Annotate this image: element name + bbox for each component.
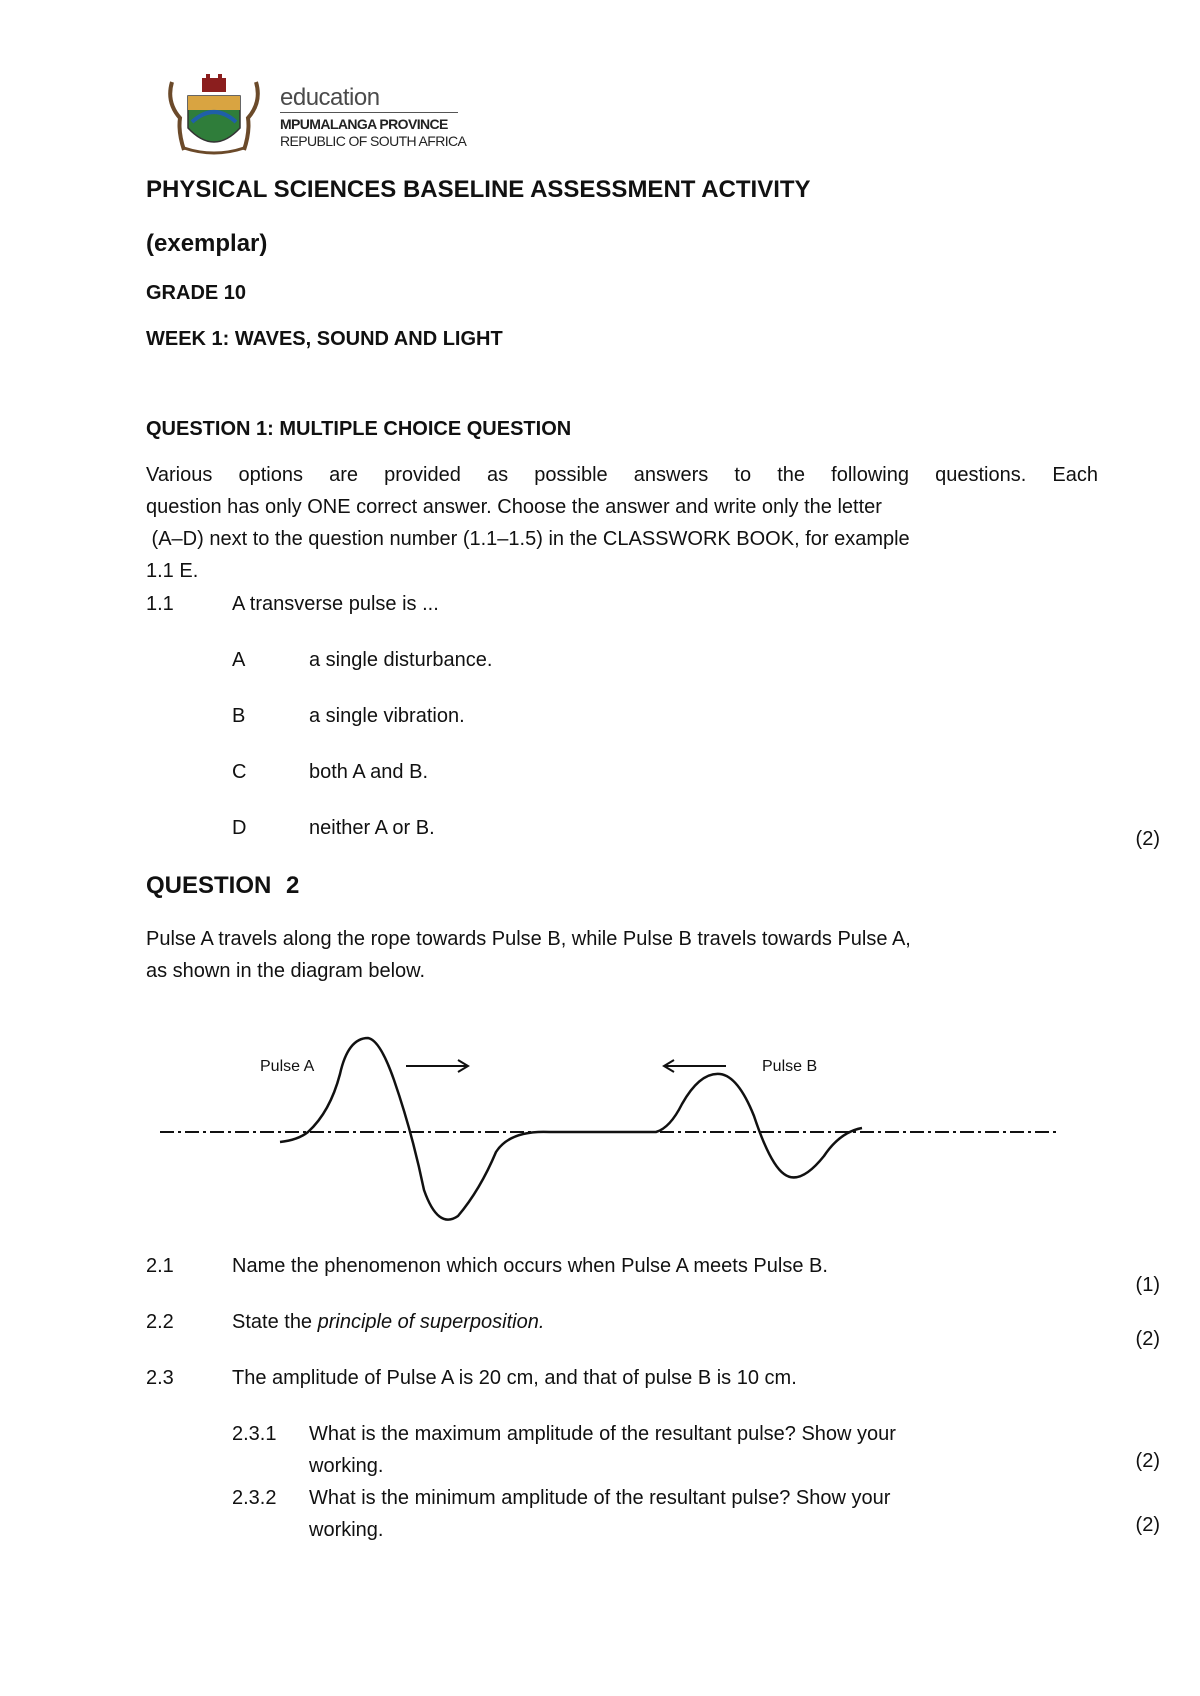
q2-item-text-plain: State the [232, 1311, 318, 1333]
q2-subitem-line-1: What is the maximum amplitude of the resultant pulse? Show your [309, 1423, 896, 1445]
q2-subitem-line-2: working. [309, 1455, 384, 1477]
question-1-heading: QUESTION 1: MULTIPLE CHOICE QUESTION [146, 418, 572, 440]
option-text: both A and B. [309, 761, 428, 783]
education-logo [158, 72, 478, 156]
q1-marks: (2) [1135, 828, 1160, 850]
q2-item-text-italic: principle of superposition. [317, 1311, 545, 1333]
q1-instructions-line-4: 1.1 E. [146, 560, 199, 582]
right-arrow-icon [406, 1060, 468, 1072]
q1-instructions-line-3: (A–D) next to the question number (1.1–1.5) in the CLASSWORK BOOK, for example [146, 528, 910, 550]
q1-instructions-line-2: question has only ONE correct answer. Choose the answer and write only the letter [146, 496, 882, 518]
q1-item-number: 1.1 [146, 593, 174, 615]
pulse-a-label: Pulse A [260, 1058, 315, 1075]
q1-instructions-line-1: Various options are provided as possible answers to the following questions. Each [146, 464, 1098, 486]
q2-subitem-number: 2.3.2 [232, 1487, 277, 1509]
q2-item-text: Name the phenomenon which occurs when Pulse A meets Pulse B. [232, 1255, 828, 1277]
q2-subitem-marks: (2) [1135, 1514, 1160, 1536]
q2-intro-line-1: Pulse A travels along the rope towards Pulse B, while Pulse B travels towards Pulse A, [146, 928, 911, 950]
q1-item-text: A transverse pulse is ... [232, 593, 439, 615]
q2-item-marks: (1) [1135, 1274, 1160, 1296]
q2-item-text [232, 1306, 544, 1338]
option-letter: D [232, 817, 247, 839]
logo-republic: REPUBLIC OF SOUTH AFRICA [280, 133, 467, 149]
grade-label: GRADE 10 [146, 282, 247, 304]
option-text: a single disturbance. [309, 649, 493, 671]
q2-item-number: 2.2 [146, 1311, 174, 1333]
option-letter: A [232, 649, 246, 671]
week-label: WEEK 1: WAVES, SOUND AND LIGHT [146, 328, 503, 350]
q2-subitem-line-2: working. [309, 1519, 384, 1541]
left-arrow-icon [664, 1060, 726, 1072]
q2-item-number: 2.1 [146, 1255, 174, 1277]
logo-word: education [280, 84, 380, 111]
question-2-heading-word: QUESTION [146, 872, 272, 899]
question-2-heading-number: 2 [286, 872, 300, 899]
option-letter: B [232, 705, 246, 727]
q2-item-number: 2.3 [146, 1367, 174, 1389]
q2-subitem-marks: (2) [1135, 1450, 1160, 1472]
option-text: neither A or B. [309, 817, 435, 839]
q2-subitem-line-1: What is the minimum amplitude of the resultant pulse? Show your [309, 1487, 891, 1509]
logo-rule [280, 112, 458, 113]
pulse-diagram [160, 1020, 1060, 1240]
q2-intro-line-2: as shown in the diagram below. [146, 960, 426, 982]
coat-of-arms-icon [158, 72, 270, 156]
option-text: a single vibration. [309, 705, 465, 727]
q2-item-marks: (2) [1135, 1328, 1160, 1350]
logo-province: MPUMALANGA PROVINCE [280, 116, 448, 132]
pulse-b-wave [600, 1074, 862, 1178]
question-2-heading [146, 872, 299, 900]
pulse-b-label: Pulse B [762, 1058, 818, 1075]
document-subtitle: (exemplar) [146, 230, 268, 257]
q2-item-text: The amplitude of Pulse A is 20 cm, and that of pulse B is 10 cm. [232, 1367, 797, 1389]
option-letter: C [232, 761, 247, 783]
document-title: PHYSICAL SCIENCES BASELINE ASSESSMENT ACTIVITY [146, 176, 811, 203]
q2-subitem-number: 2.3.1 [232, 1423, 277, 1445]
